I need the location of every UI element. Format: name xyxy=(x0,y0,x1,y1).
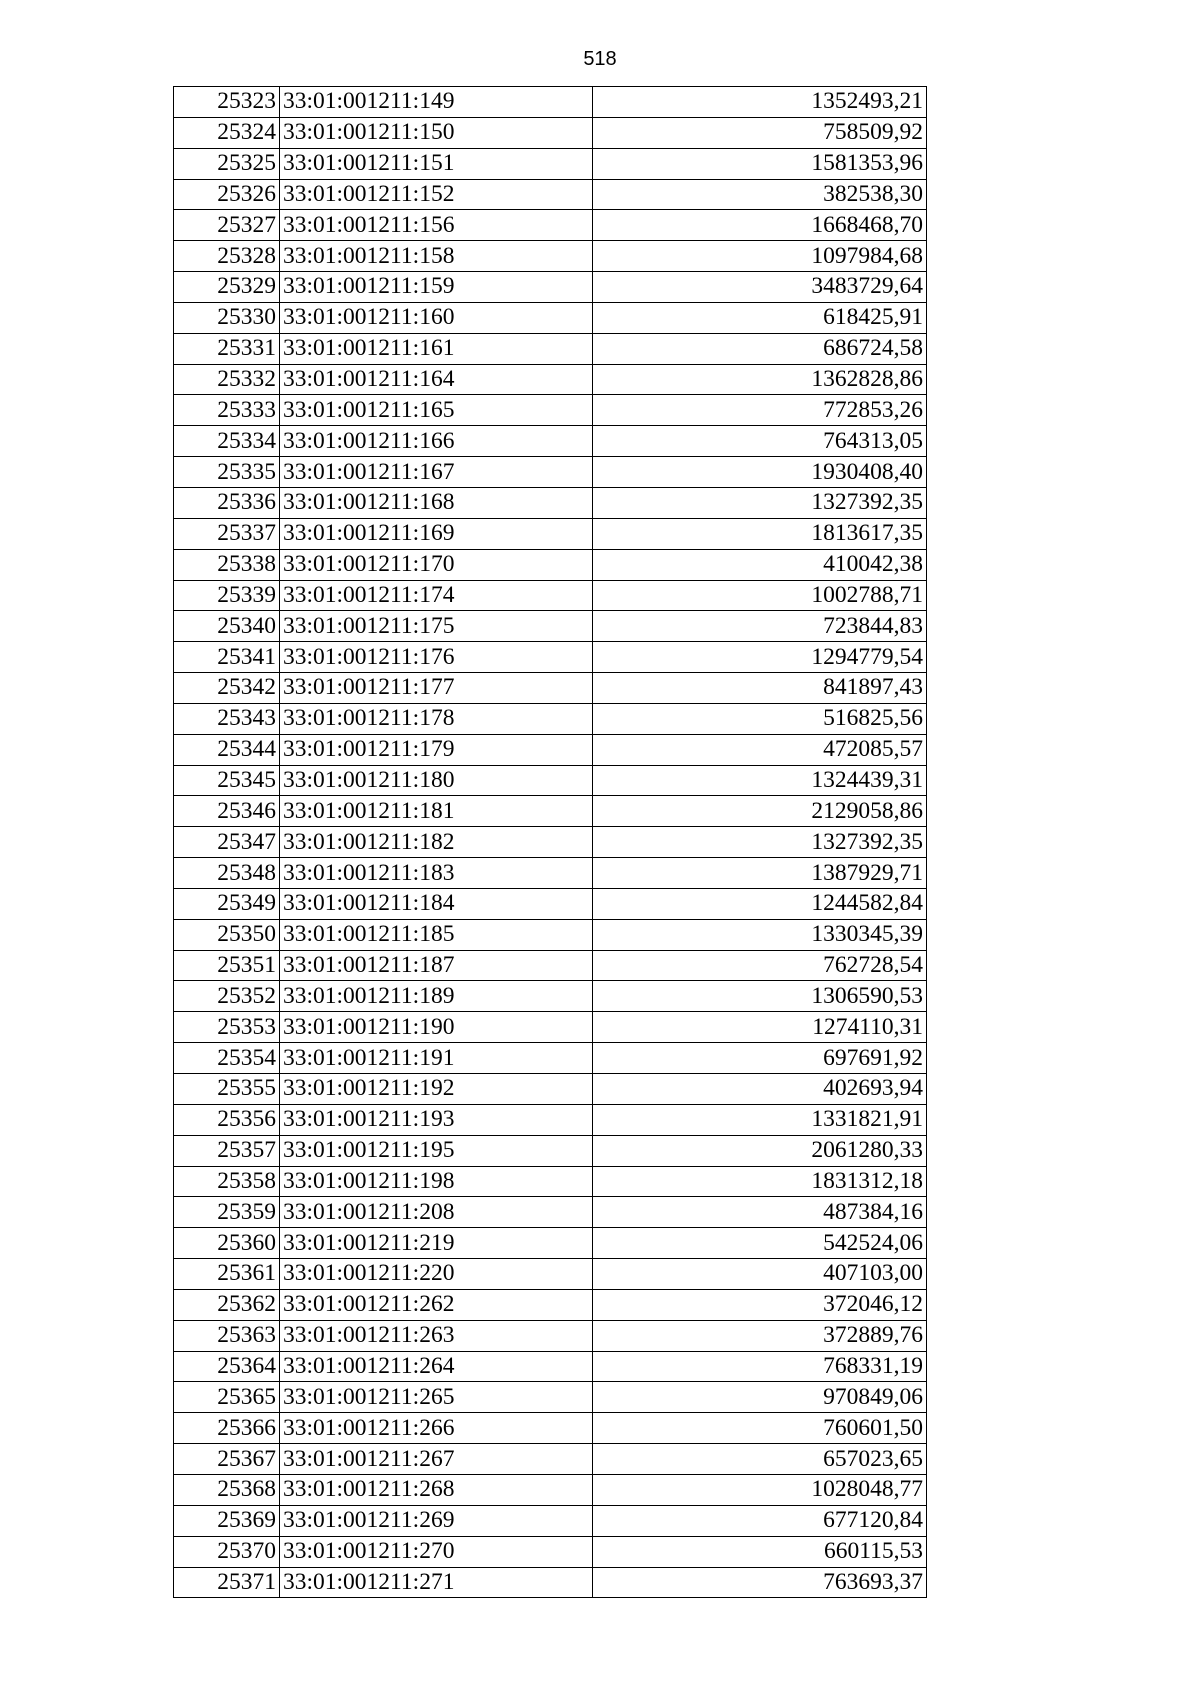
cadastral-number-cell: 33:01:001211:191 xyxy=(280,1043,593,1074)
row-number-cell: 25337 xyxy=(174,518,280,549)
cadastral-number-cell: 33:01:001211:192 xyxy=(280,1074,593,1105)
row-number-cell: 25347 xyxy=(174,827,280,858)
row-number-cell: 25361 xyxy=(174,1259,280,1290)
table-body xyxy=(174,87,927,1598)
table-row xyxy=(174,1536,927,1567)
table-row xyxy=(174,518,927,549)
cadastral-value-cell: 660115,53 xyxy=(593,1536,927,1567)
row-number-cell: 25333 xyxy=(174,395,280,426)
cadastral-value-cell: 542524,06 xyxy=(593,1228,927,1259)
cadastral-number-cell: 33:01:001211:167 xyxy=(280,457,593,488)
cadastral-value-cell: 1327392,35 xyxy=(593,827,927,858)
row-number-cell: 25340 xyxy=(174,611,280,642)
cadastral-number-cell: 33:01:001211:198 xyxy=(280,1166,593,1197)
cadastral-number-cell: 33:01:001211:165 xyxy=(280,395,593,426)
cadastral-value-cell: 2129058,86 xyxy=(593,796,927,827)
cadastral-number-cell: 33:01:001211:185 xyxy=(280,919,593,950)
row-number-cell: 25353 xyxy=(174,1012,280,1043)
row-number-cell: 25356 xyxy=(174,1104,280,1135)
cadastral-value-cell: 1306590,53 xyxy=(593,981,927,1012)
table-row xyxy=(174,765,927,796)
cadastral-number-cell: 33:01:001211:183 xyxy=(280,858,593,889)
row-number-cell: 25355 xyxy=(174,1074,280,1105)
table-row xyxy=(174,1166,927,1197)
cadastral-number-cell: 33:01:001211:219 xyxy=(280,1228,593,1259)
cadastral-value-cell: 1387929,71 xyxy=(593,858,927,889)
cadastral-value-cell: 1668468,70 xyxy=(593,210,927,241)
row-number-cell: 25349 xyxy=(174,888,280,919)
cadastral-number-cell: 33:01:001211:166 xyxy=(280,426,593,457)
cadastral-number-cell: 33:01:001211:268 xyxy=(280,1474,593,1505)
cadastral-value-cell: 472085,57 xyxy=(593,734,927,765)
cadastral-value-cell: 1362828,86 xyxy=(593,364,927,395)
cadastral-value-cell: 970849,06 xyxy=(593,1382,927,1413)
table-row xyxy=(174,549,927,580)
cadastral-value-cell: 1831312,18 xyxy=(593,1166,927,1197)
table-row xyxy=(174,1289,927,1320)
row-number-cell: 25331 xyxy=(174,333,280,364)
cadastral-value-cell: 487384,16 xyxy=(593,1197,927,1228)
row-number-cell: 25328 xyxy=(174,241,280,272)
cadastral-value-cell: 372889,76 xyxy=(593,1320,927,1351)
table-row xyxy=(174,1567,927,1598)
cadastral-number-cell: 33:01:001211:220 xyxy=(280,1259,593,1290)
cadastral-value-cell: 768331,19 xyxy=(593,1351,927,1382)
table-row xyxy=(174,827,927,858)
table-row xyxy=(174,1474,927,1505)
cadastral-number-cell: 33:01:001211:267 xyxy=(280,1444,593,1475)
cadastral-number-cell: 33:01:001211:161 xyxy=(280,333,593,364)
table-row xyxy=(174,1104,927,1135)
cadastral-value-cell: 841897,43 xyxy=(593,673,927,704)
cadastral-value-cell: 1097984,68 xyxy=(593,241,927,272)
row-number-cell: 25351 xyxy=(174,950,280,981)
cadastral-value-cell: 723844,83 xyxy=(593,611,927,642)
row-number-cell: 25362 xyxy=(174,1289,280,1320)
table-row xyxy=(174,611,927,642)
table-row xyxy=(174,1444,927,1475)
table-row xyxy=(174,673,927,704)
cadastral-number-cell: 33:01:001211:178 xyxy=(280,703,593,734)
row-number-cell: 25358 xyxy=(174,1166,280,1197)
cadastral-number-cell: 33:01:001211:180 xyxy=(280,765,593,796)
row-number-cell: 25354 xyxy=(174,1043,280,1074)
row-number-cell: 25344 xyxy=(174,734,280,765)
table-row xyxy=(174,1135,927,1166)
cadastral-number-cell: 33:01:001211:149 xyxy=(280,87,593,118)
cadastral-value-cell: 1327392,35 xyxy=(593,487,927,518)
cadastral-value-cell: 1324439,31 xyxy=(593,765,927,796)
cadastral-value-cell: 1294779,54 xyxy=(593,642,927,673)
cadastral-number-cell: 33:01:001211:269 xyxy=(280,1505,593,1536)
row-number-cell: 25324 xyxy=(174,117,280,148)
row-number-cell: 25371 xyxy=(174,1567,280,1598)
table-row xyxy=(174,1320,927,1351)
cadastral-value-cell: 372046,12 xyxy=(593,1289,927,1320)
row-number-cell: 25342 xyxy=(174,673,280,704)
cadastral-value-cell: 1274110,31 xyxy=(593,1012,927,1043)
cadastral-number-cell: 33:01:001211:264 xyxy=(280,1351,593,1382)
row-number-cell: 25352 xyxy=(174,981,280,1012)
cadastral-number-cell: 33:01:001211:208 xyxy=(280,1197,593,1228)
table-row xyxy=(174,179,927,210)
cadastral-number-cell: 33:01:001211:182 xyxy=(280,827,593,858)
cadastral-number-cell: 33:01:001211:179 xyxy=(280,734,593,765)
table-row xyxy=(174,333,927,364)
table-row xyxy=(174,858,927,889)
row-number-cell: 25348 xyxy=(174,858,280,889)
row-number-cell: 25364 xyxy=(174,1351,280,1382)
cadastral-number-cell: 33:01:001211:176 xyxy=(280,642,593,673)
table-row xyxy=(174,580,927,611)
row-number-cell: 25327 xyxy=(174,210,280,241)
cadastral-value-cell: 763693,37 xyxy=(593,1567,927,1598)
row-number-cell: 25343 xyxy=(174,703,280,734)
cadastral-number-cell: 33:01:001211:159 xyxy=(280,272,593,303)
cadastral-number-cell: 33:01:001211:156 xyxy=(280,210,593,241)
cadastral-number-cell: 33:01:001211:263 xyxy=(280,1320,593,1351)
table-row xyxy=(174,703,927,734)
row-number-cell: 25365 xyxy=(174,1382,280,1413)
table-row xyxy=(174,1197,927,1228)
cadastral-number-cell: 33:01:001211:158 xyxy=(280,241,593,272)
cadastral-value-cell: 407103,00 xyxy=(593,1259,927,1290)
row-number-cell: 25334 xyxy=(174,426,280,457)
cadastral-number-cell: 33:01:001211:175 xyxy=(280,611,593,642)
cadastral-value-cell: 1930408,40 xyxy=(593,457,927,488)
row-number-cell: 25325 xyxy=(174,148,280,179)
page-number: 518 xyxy=(583,48,617,70)
cadastral-value-cell: 686724,58 xyxy=(593,333,927,364)
table-row xyxy=(174,642,927,673)
cadastral-number-cell: 33:01:001211:164 xyxy=(280,364,593,395)
cadastral-value-cell: 764313,05 xyxy=(593,426,927,457)
cadastral-number-cell: 33:01:001211:151 xyxy=(280,148,593,179)
cadastral-number-cell: 33:01:001211:170 xyxy=(280,549,593,580)
cadastral-number-cell: 33:01:001211:195 xyxy=(280,1135,593,1166)
cadastral-number-cell: 33:01:001211:177 xyxy=(280,673,593,704)
row-number-cell: 25370 xyxy=(174,1536,280,1567)
cadastral-number-cell: 33:01:001211:262 xyxy=(280,1289,593,1320)
table-row xyxy=(174,457,927,488)
table-row xyxy=(174,117,927,148)
cadastral-value-cell: 1352493,21 xyxy=(593,87,927,118)
table-row xyxy=(174,888,927,919)
cadastral-value-cell: 697691,92 xyxy=(593,1043,927,1074)
row-number-cell: 25332 xyxy=(174,364,280,395)
table-row xyxy=(174,1043,927,1074)
row-number-cell: 25339 xyxy=(174,580,280,611)
table-row xyxy=(174,950,927,981)
cadastral-value-cell: 677120,84 xyxy=(593,1505,927,1536)
cadastral-value-cell: 2061280,33 xyxy=(593,1135,927,1166)
table-row xyxy=(174,1012,927,1043)
row-number-cell: 25330 xyxy=(174,302,280,333)
table-row xyxy=(174,1259,927,1290)
cadastral-value-table xyxy=(173,86,927,1598)
table-row xyxy=(174,364,927,395)
table-row xyxy=(174,210,927,241)
cadastral-value-cell: 516825,56 xyxy=(593,703,927,734)
row-number-cell: 25326 xyxy=(174,179,280,210)
cadastral-number-cell: 33:01:001211:189 xyxy=(280,981,593,1012)
table-row xyxy=(174,1074,927,1105)
cadastral-value-cell: 1581353,96 xyxy=(593,148,927,179)
cadastral-number-cell: 33:01:001211:190 xyxy=(280,1012,593,1043)
row-number-cell: 25368 xyxy=(174,1474,280,1505)
cadastral-number-cell: 33:01:001211:174 xyxy=(280,580,593,611)
row-number-cell: 25369 xyxy=(174,1505,280,1536)
cadastral-number-cell: 33:01:001211:184 xyxy=(280,888,593,919)
cadastral-value-cell: 402693,94 xyxy=(593,1074,927,1105)
cadastral-number-cell: 33:01:001211:160 xyxy=(280,302,593,333)
cadastral-number-cell: 33:01:001211:193 xyxy=(280,1104,593,1135)
table-row xyxy=(174,919,927,950)
row-number-cell: 25359 xyxy=(174,1197,280,1228)
table-row xyxy=(174,272,927,303)
row-number-cell: 25329 xyxy=(174,272,280,303)
cadastral-value-cell: 762728,54 xyxy=(593,950,927,981)
table-row xyxy=(174,87,927,118)
cadastral-number-cell: 33:01:001211:266 xyxy=(280,1413,593,1444)
table-row xyxy=(174,302,927,333)
row-number-cell: 25360 xyxy=(174,1228,280,1259)
cadastral-value-cell: 760601,50 xyxy=(593,1413,927,1444)
cadastral-number-cell: 33:01:001211:168 xyxy=(280,487,593,518)
table-row xyxy=(174,148,927,179)
table-row xyxy=(174,796,927,827)
cadastral-value-cell: 1002788,71 xyxy=(593,580,927,611)
cadastral-value-cell: 1244582,84 xyxy=(593,888,927,919)
row-number-cell: 25323 xyxy=(174,87,280,118)
table-row xyxy=(174,1351,927,1382)
cadastral-number-cell: 33:01:001211:169 xyxy=(280,518,593,549)
row-number-cell: 25346 xyxy=(174,796,280,827)
cadastral-value-cell: 657023,65 xyxy=(593,1444,927,1475)
row-number-cell: 25336 xyxy=(174,487,280,518)
cadastral-number-cell: 33:01:001211:271 xyxy=(280,1567,593,1598)
cadastral-value-cell: 382538,30 xyxy=(593,179,927,210)
table-row xyxy=(174,426,927,457)
row-number-cell: 25366 xyxy=(174,1413,280,1444)
cadastral-number-cell: 33:01:001211:187 xyxy=(280,950,593,981)
row-number-cell: 25357 xyxy=(174,1135,280,1166)
cadastral-number-cell: 33:01:001211:181 xyxy=(280,796,593,827)
row-number-cell: 25363 xyxy=(174,1320,280,1351)
cadastral-value-cell: 410042,38 xyxy=(593,549,927,580)
cadastral-value-cell: 758509,92 xyxy=(593,117,927,148)
cadastral-value-cell: 618425,91 xyxy=(593,302,927,333)
row-number-cell: 25335 xyxy=(174,457,280,488)
cadastral-value-cell: 1028048,77 xyxy=(593,1474,927,1505)
cadastral-value-cell: 1330345,39 xyxy=(593,919,927,950)
cadastral-value-cell: 3483729,64 xyxy=(593,272,927,303)
cadastral-value-cell: 772853,26 xyxy=(593,395,927,426)
cadastral-number-cell: 33:01:001211:152 xyxy=(280,179,593,210)
row-number-cell: 25338 xyxy=(174,549,280,580)
row-number-cell: 25341 xyxy=(174,642,280,673)
table-row xyxy=(174,1505,927,1536)
table-row xyxy=(174,734,927,765)
table-row xyxy=(174,1228,927,1259)
table-row xyxy=(174,487,927,518)
row-number-cell: 25367 xyxy=(174,1444,280,1475)
cadastral-number-cell: 33:01:001211:265 xyxy=(280,1382,593,1413)
table-row xyxy=(174,241,927,272)
row-number-cell: 25350 xyxy=(174,919,280,950)
table-row xyxy=(174,1413,927,1444)
table-row xyxy=(174,1382,927,1413)
table-row xyxy=(174,981,927,1012)
cadastral-value-cell: 1331821,91 xyxy=(593,1104,927,1135)
row-number-cell: 25345 xyxy=(174,765,280,796)
cadastral-number-cell: 33:01:001211:270 xyxy=(280,1536,593,1567)
cadastral-number-cell: 33:01:001211:150 xyxy=(280,117,593,148)
table-row xyxy=(174,395,927,426)
cadastral-value-cell: 1813617,35 xyxy=(593,518,927,549)
